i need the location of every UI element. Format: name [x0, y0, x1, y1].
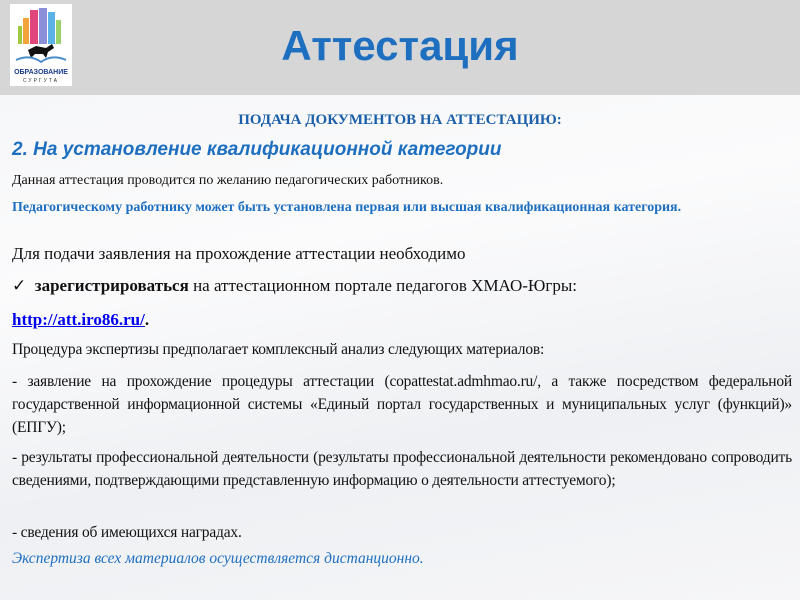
highlight-text: Педагогическому работнику может быть установлена первая или высшая квалификационная категория. — [12, 200, 682, 215]
section-heading: ПОДАЧА ДОКУМЕНТОВ НА АТТЕСТАЦИЮ: — [238, 112, 562, 128]
check-item — [12, 276, 792, 296]
slide-title: Аттестация — [281, 22, 519, 69]
intro-text: Данная аттестация проводится по желанию педагогических работников. — [12, 173, 444, 188]
slide-header — [0, 0, 800, 95]
svg-text:СУРГУТА: СУРГУТА — [22, 78, 60, 84]
list-item: - сведения об имеющихся наградах. — [12, 524, 242, 541]
subheading: 2. На установление квалификационной категории — [12, 139, 502, 160]
procedure-text: Процедура экспертизы предполагает комплексный анализ следующих материалов: — [12, 341, 545, 358]
portal-link-line — [12, 310, 792, 330]
checkmark-icon: ✓ — [12, 276, 35, 295]
check-bold: зарегистрироваться — [34, 276, 189, 295]
footer-note: Экспертиза всех материалов осуществляется дистанционно. — [12, 550, 424, 567]
portal-link[interactable]: http://att.iro86.ru/ — [12, 310, 145, 329]
requirement-text: Для подачи заявления на прохождение аттестации необходимо — [12, 244, 466, 263]
svg-text:ОБРАЗОВАНИЕ: ОБРАЗОВАНИЕ — [14, 69, 68, 76]
check-rest: на аттестационном портале педагогов ХМАО-Югры: — [188, 276, 578, 295]
list-item: - заявление на прохождение процедуры аттестации (copattestat.admhmao.ru/, а также посредством федеральной государственной информационной системы «Единый портал государственных и муниципальных услуг (функций)» (ЕПГУ); — [12, 373, 792, 436]
list-item: - результаты профессиональной деятельности (результаты профессиональной деятельности рекомендовано сопроводить сведениями, подтверждающими представленную информацию о деятельности аттестуемого); — [12, 449, 792, 489]
link-suffix: . — [144, 310, 150, 329]
